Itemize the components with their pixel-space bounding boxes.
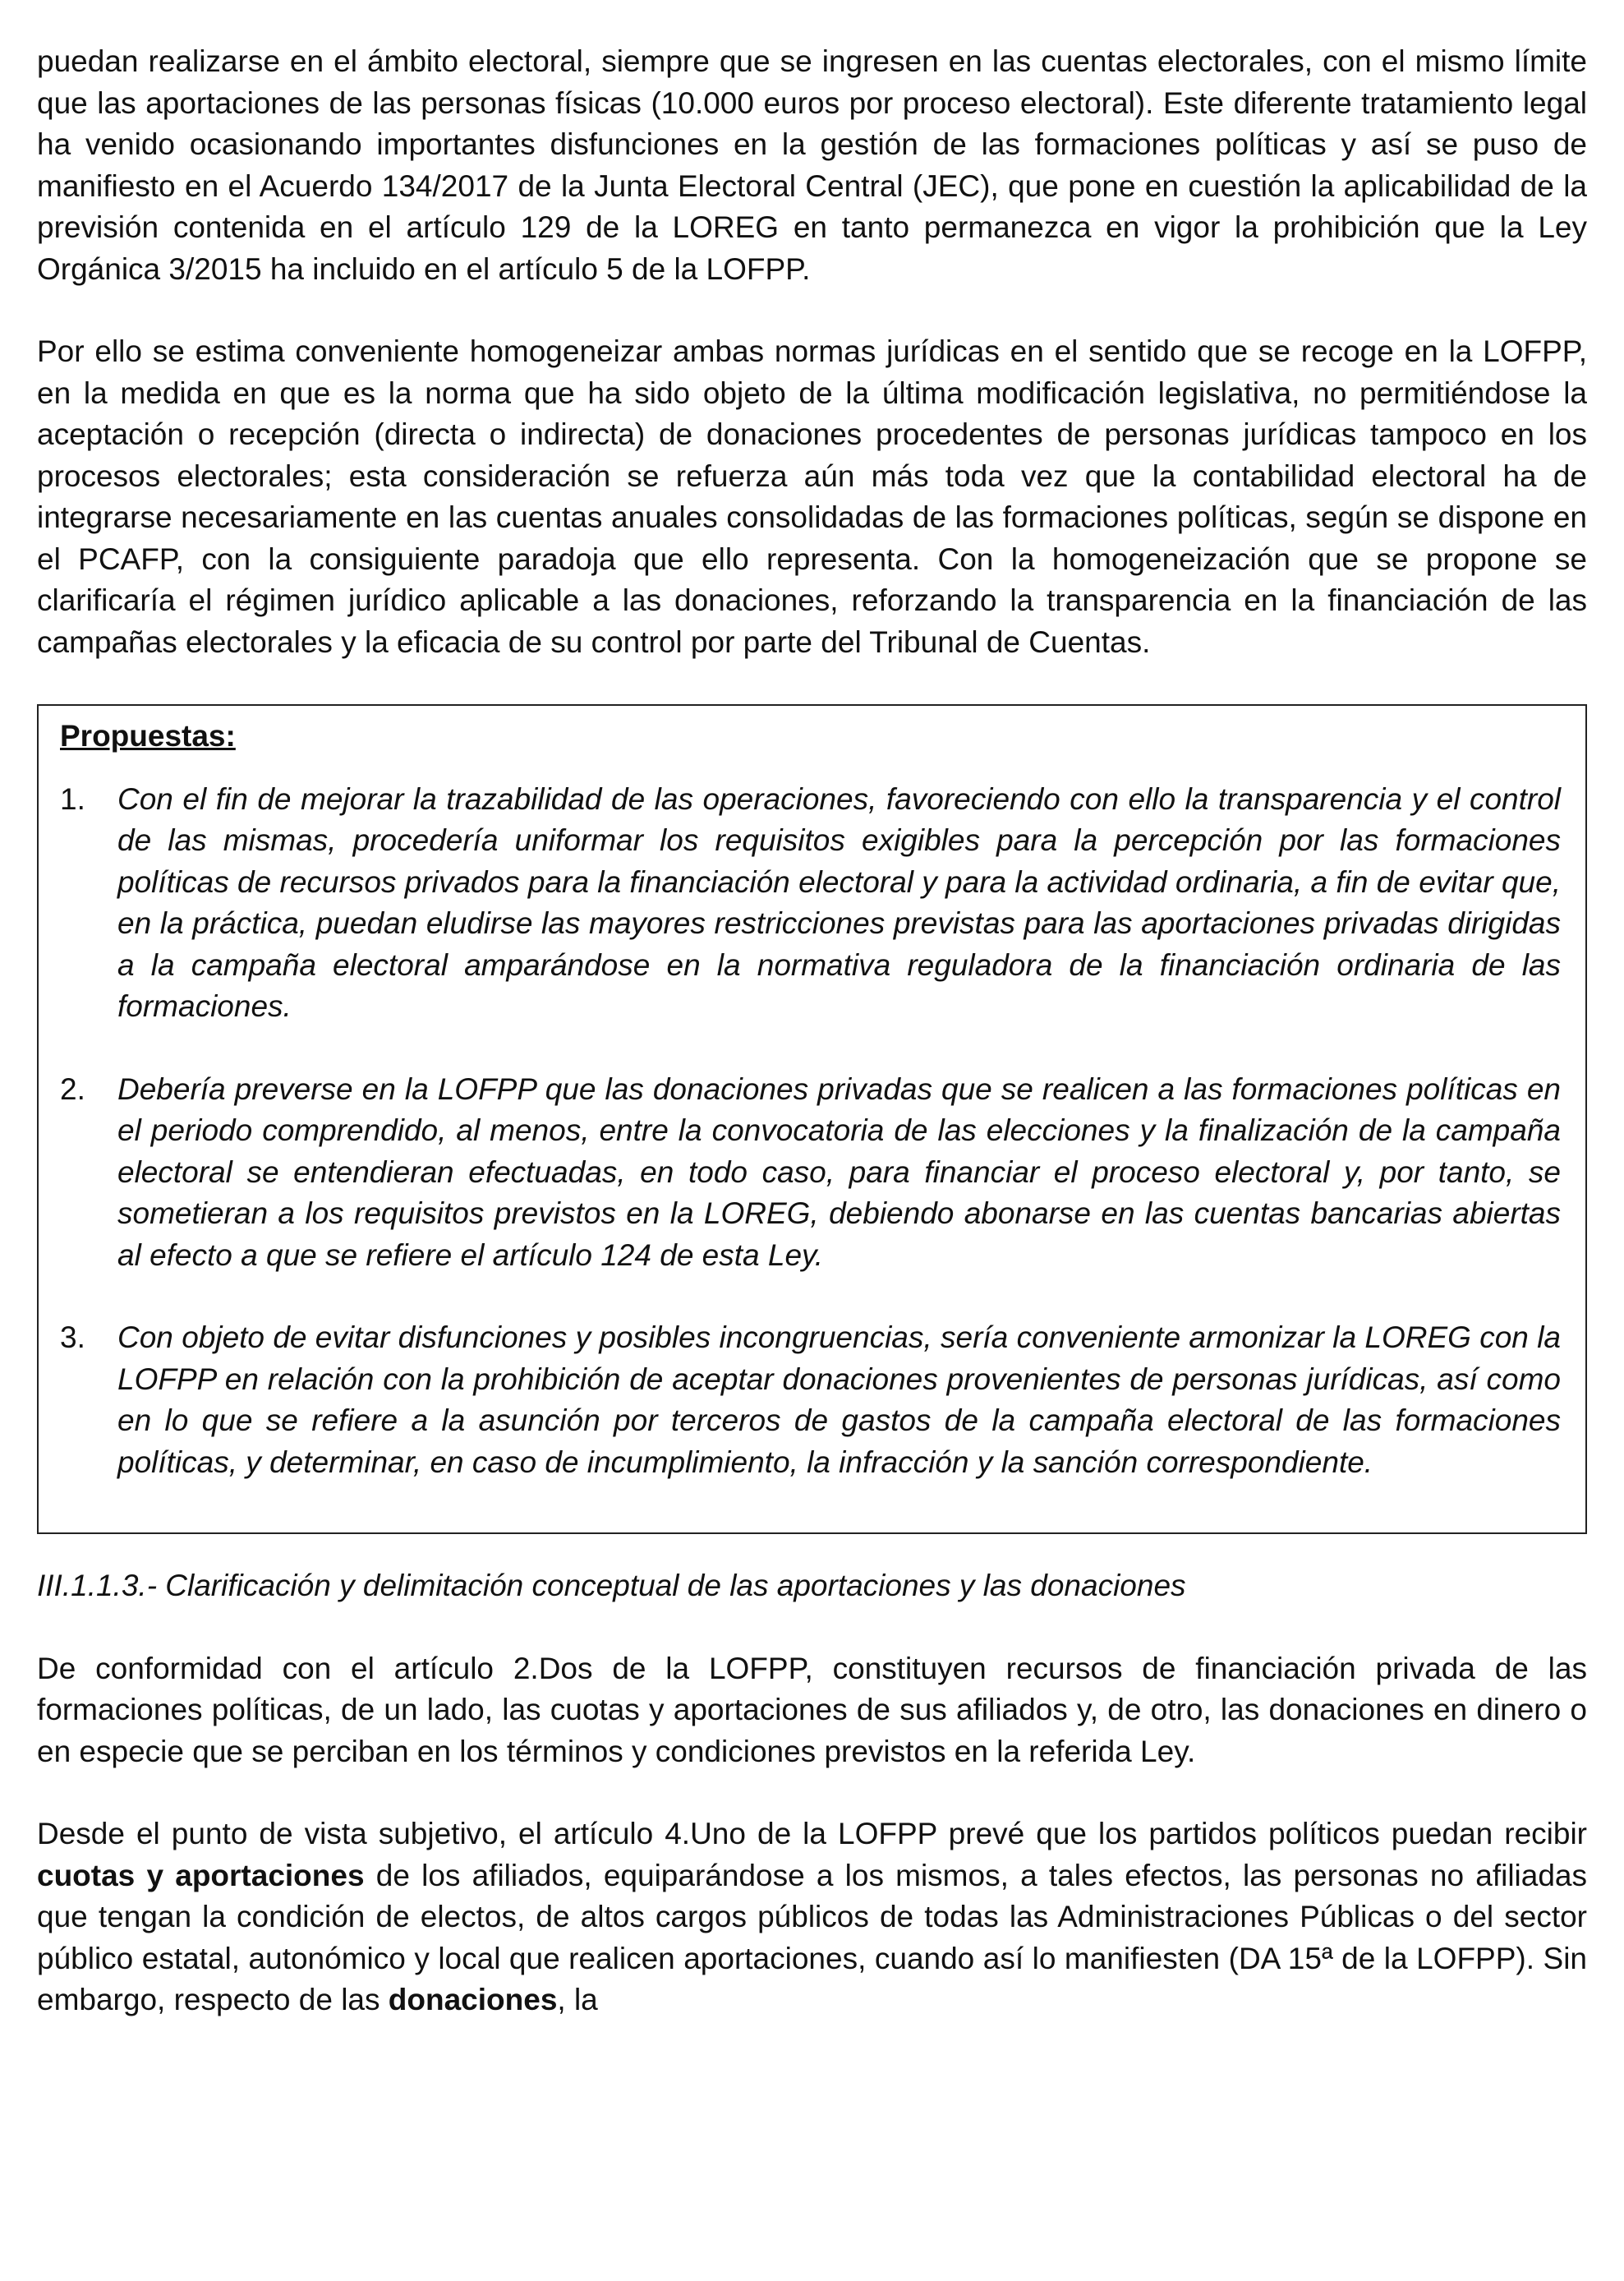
paragraph-4-text: Desde el punto de vista subjetivo, el artículo 4.Uno de la LOFPP prevé que los partidos políticos puedan recibir: [37, 1817, 1587, 1850]
paragraph-4-bold: cuotas y aportaciones: [37, 1858, 365, 1892]
proposal-item: [60, 779, 1561, 1028]
proposal-number: 1.: [60, 781, 85, 816]
proposals-list: [60, 779, 1561, 1484]
paragraph-2: Por ello se estima conveniente homogeneizar ambas normas jurídicas en el sentido que se recoge en la LOFPP, en la medida en que es la norma que ha sido objeto de la última modificación legislativa, no permitiéndose la aceptación o recepción (directa o indirecta) de donaciones procedentes de personas jurídicas tampoco en los procesos electorales; esta consideración se refuerza aún más toda vez que la contabilidad electoral ha de integrarse necesariamente en las cuentas anuales consolidadas de las formaciones políticas, según se dispone en el PCAFP, con la consiguiente paradoja que ello representa. Con la homogeneización que se propone se clarificaría el régimen jurídico aplicable a las donaciones, reforzando la transparencia en la financiación de las campañas electorales y la eficacia de su control por parte del Tribunal de Cuentas.: [37, 334, 1587, 659]
proposal-text: Debería preverse en la LOFPP que las donaciones privadas que se realicen a las formaciones políticas en el periodo comprendido, al menos, entre la convocatoria de las elecciones y la finalización de la campaña electoral se entendieran efectuadas, en todo caso, para financiar el proceso electoral y, por tanto, se sometieran a los requisitos previstos en la LOREG, debiendo abonarse en las cuentas bancarias abiertas al efecto a que se refiere el artículo 124 de esta Ley.: [117, 1071, 1561, 1272]
proposal-number: 2.: [60, 1071, 85, 1106]
paragraph-3: De conformidad con el artículo 2.Dos de la LOFPP, constituyen recursos de financiación privada de las formaciones políticas, de un lado, las cuotas y aportaciones de sus afiliados y, de otro, las donaciones en dinero o en especie que se perciban en los términos y condiciones previstos en la referida Ley.: [37, 1651, 1587, 1768]
proposal-text: Con el fin de mejorar la trazabilidad de las operaciones, favoreciendo con ello la transparencia y el control de las mismas, procedería uniformar los requisitos exigibles para la percepción por las formaciones políticas de recursos privados para la financiación electoral y para la actividad ordinaria, a fin de evitar que, en la práctica, puedan eludirse las mayores restricciones previstas para las aportaciones privadas dirigidas a la campaña electoral amparándose en la normativa reguladora de la financiación ordinaria de las formaciones.: [117, 781, 1561, 1023]
paragraph-4-text: de los afiliados, equiparándose a los mismos, a tales efectos, las personas no afiliadas que tengan la condición de electos, de altos cargos públicos de todas las Administraciones Públicas o del sector público estatal, autonómico y local que realicen aportaciones, cuando así lo manifiesten (DA 15ª de la LOFPP). Sin embargo, respecto de las: [37, 1858, 1587, 2016]
proposals-box: [37, 704, 1587, 1534]
proposal-item: [60, 1317, 1561, 1483]
proposal-item: [60, 1069, 1561, 1277]
section-subheading: III.1.1.3.- Clarificación y delimitación conceptual de las aportaciones y las donaciones: [37, 1569, 1186, 1602]
paragraph-4-text: , la: [557, 1983, 598, 2016]
paragraph-1: puedan realizarse en el ámbito electoral, siempre que se ingresen en las cuentas electorales, con el mismo límite que las aportaciones de las personas físicas (10.000 euros por proceso electoral). Este diferente tratamiento legal ha venido ocasionando importantes disfunciones en la gestión de las formaciones políticas y así se puso de manifiesto en el Acuerdo 134/2017 de la Junta Electoral Central (JEC), que pone en cuestión la aplicabilidad de la previsión contenida en el artículo 129 de la LOREG en tanto permanezca en vigor la prohibición que la Ley Orgánica 3/2015 ha incluido en el artículo 5 de la LOFPP.: [37, 44, 1587, 286]
proposals-title: Propuestas:: [60, 719, 236, 753]
paragraph-4-bold: donaciones: [388, 1983, 558, 2016]
proposal-number: 3.: [60, 1320, 85, 1354]
paragraph-4: [37, 1813, 1587, 2021]
document-page: [37, 41, 1587, 2021]
proposal-text: Con objeto de evitar disfunciones y posibles incongruencias, sería conveniente armonizar la LOREG con la LOFPP en relación con la prohibición de aceptar donaciones provenientes de personas jurídicas, así como en lo que se refiere a la asunción por terceros de gastos de la campaña electoral de las formaciones políticas, y determinar, en caso de incumplimiento, la infracción y la sanción correspondiente.: [117, 1320, 1561, 1479]
